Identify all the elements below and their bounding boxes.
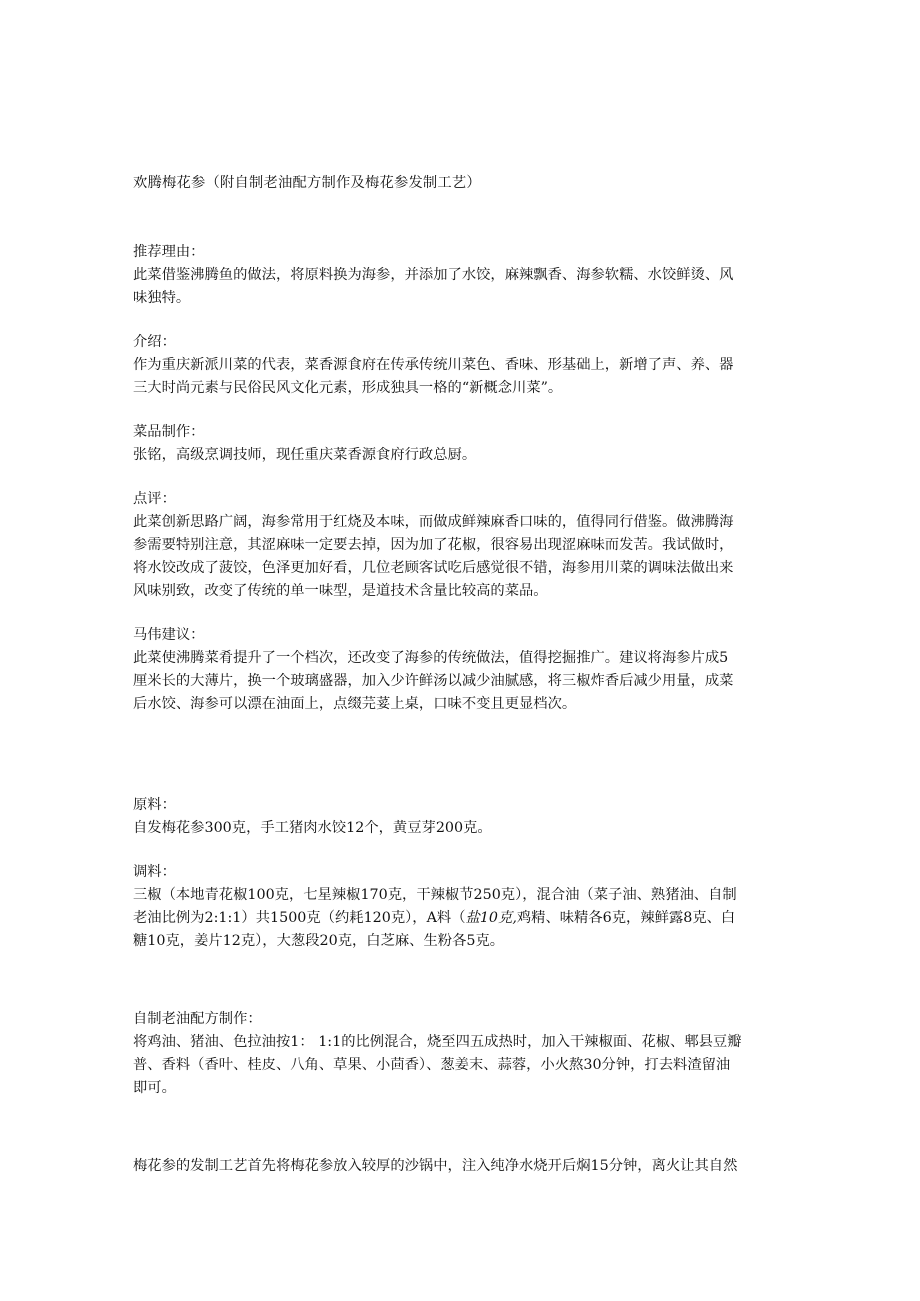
paragraph-line: 普、香料（香叶、桂皮、八角、草果、小茴香）、葱姜末、蒜蓉，小火熬30分钟，打去料渣留油 [133,1057,731,1073]
paragraph-line: 此菜借鉴沸腾鱼的做法，将原料换为海参，并添加了水饺，麻辣飘香、海参软糯、水饺鲜烫、风 [133,267,734,283]
section-heading-reason: 推荐理由： [133,244,205,260]
section-suggestion [133,624,793,716]
paragraph-line: 作为重庆新派川菜的代表，菜香源食府在传承传统川菜色、香味、形基础上，新增了声、养、器 [133,357,734,373]
paragraph-line: 参需要特别注意，其涩麻味一定要去掉，因为加了花椒，很容易出现涩麻味而发苦。我试做时， [133,537,734,553]
section-process [133,1155,793,1178]
section-reason [133,241,793,310]
section-chef [133,421,793,467]
section-ingredients [133,794,793,840]
paragraph-line: 将鸡油、猪油、色拉油按1： 1:1的比例混合，烧至四五成热时，加入干辣椒面、花椒、郫县豆瓣 [133,1034,742,1050]
section-heading-intro: 介绍： [133,334,176,350]
section-review [133,488,793,603]
paragraph-line: 此菜创新思路广阔，海参常用于红烧及本味，而做成鲜辣麻香口味的，值得同行借鉴。做沸腾海 [133,514,734,530]
paragraph-line: 梅花参的发制工艺首先将梅花参放入较厚的沙锅中，注入纯净水烧开后焖15分钟，离火让其自然 [133,1158,738,1174]
italic-text-run: 盐10克, [465,910,517,926]
paragraph-line: 此菜使沸腾菜肴提升了一个档次，还改变了海参的传统做法，值得挖掘推广。建议将海参片成5 [133,650,729,666]
section-heading-suggestion: 马伟建议： [133,627,205,643]
paragraph-line: 自发梅花参300克，手工猪肉水饺12个，黄豆芽200克。 [133,820,492,836]
paragraph-line: 三椒（本地青花椒100克，七星辣椒170克，干辣椒节250克），混合油（菜子油、熟猪油、自制 [133,887,737,903]
paragraph-line: 风味别致，改变了传统的单一味型，是道技术含量比较高的菜品。 [133,583,548,599]
section-heading-ingredients: 原料： [133,797,176,813]
paragraph-line: 三大时尚元素与民俗民风文化元素，形成独具一格的“新概念川菜”。 [133,380,563,396]
paragraph-line-mixed [133,907,793,930]
paragraph-line: 张铭，高级烹调技师，现任重庆菜香源食府行政总厨。 [133,447,477,463]
section-oil-recipe [133,1008,793,1100]
paragraph-line: 即可。 [133,1080,176,1096]
section-seasoning [133,861,793,953]
paragraph-line: 后水饺、海参可以漂在油面上，点缀芫荽上桌，口味不变且更显档次。 [133,696,577,712]
paragraph-line: 味独特。 [133,290,191,306]
paragraph-line: 将水饺改成了菠饺，色泽更加好看，几位老顾客试吃后感觉很不错，海参用川菜的调味法做出来 [133,560,734,576]
document-page [133,172,793,1178]
document-title: 欢腾梅花参（附自制老油配方制作及梅花参发制工艺） [133,175,481,191]
section-heading-oil-recipe: 自制老油配方制作： [133,1011,262,1027]
text-run: 老油比例为2:1:1）共1500克（约耗120克），A料（ [133,910,466,926]
section-intro [133,331,793,400]
text-run: 鸡精、味精各6克，辣鲜露8克、白 [516,910,736,926]
paragraph-line: 糖10克，姜片12克），大葱段20克，白芝麻、生粉各5克。 [133,933,505,949]
section-heading-chef: 菜品制作： [133,424,205,440]
paragraph-line: 厘米长的大薄片，换一个玻璃盛器，加入少许鲜汤以减少油腻感，将三椒炸香后减少用量，成菜 [133,673,734,689]
section-heading-seasoning: 调料： [133,864,176,880]
section-heading-review: 点评： [133,491,176,507]
